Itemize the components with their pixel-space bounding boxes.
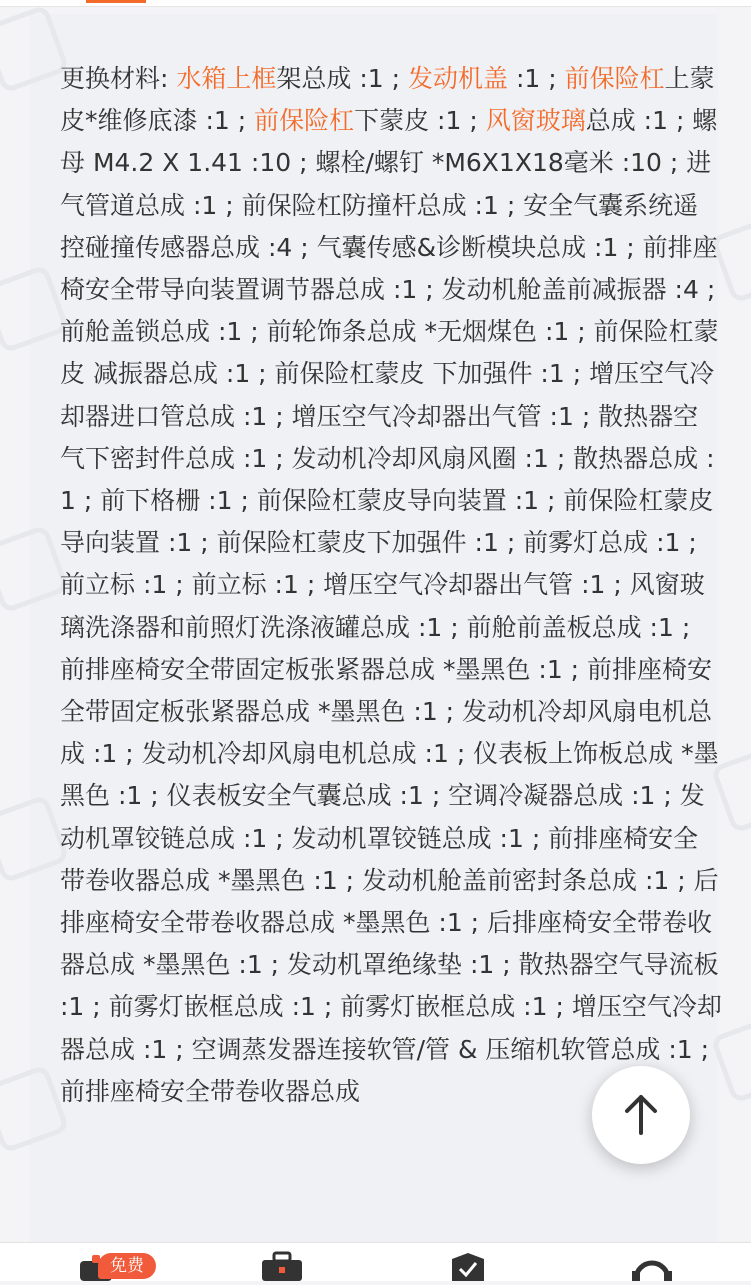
toolbox-icon	[260, 1251, 304, 1281]
active-tab-indicator	[86, 0, 146, 3]
arrow-up-icon	[623, 1093, 659, 1137]
free-badge: 免费	[98, 1253, 156, 1279]
text-segment: 下蒙皮 :1 ;	[354, 106, 486, 136]
text-segment: :1 ;	[508, 64, 565, 93]
highlighted-term[interactable]: 发动机盖	[407, 64, 508, 93]
highlighted-term[interactable]: 前保险杠	[564, 64, 665, 93]
replacement-materials-text	[60, 58, 722, 1113]
scroll-to-top-button[interactable]	[592, 1066, 690, 1164]
highlighted-term[interactable]: 前保险杠	[254, 106, 355, 136]
headset-icon	[630, 1251, 674, 1281]
text-segment: 架总成 :1 ;	[276, 64, 408, 93]
text-segment: 上蒙皮*维修底漆 :1 ;	[60, 64, 715, 136]
highlighted-term[interactable]: 水箱上框	[176, 64, 277, 93]
text-segment: 总成 :1 ; 螺母 M4.2 X 1.41 :10 ; 螺栓/螺钉 *M6X1X18毫米 :10 ; 进气管道总成 :1 ; 前保险杠防撞杆总成 :1 ; 安全气囊系统遥控碰撞传感器总成 :4 ; 气囊传感&诊断模块总成 :1 ; 前排座椅安全带导向装置调节器总成 :1 ; 发动机舱盖前减振器 :4 ; 前舱盖锁总成 :1 ; 前轮饰条总成 *无烟煤色 :1 ; 前保险杠蒙皮 减振器总成 :1 ; 前保险杠蒙皮 下加强件 :1 ; 增压空气冷却器进口管总成 :1 ; 增压空气冷却器出气管 :1 ; 散热器空气下密封件总成 :1 ; 发动机冷却风扇风圈 :1 ; 散热器总成 :1 ; 前下格栅 :1 ; 前保险杠蒙皮导向装置 :1 ; 前保险杠蒙皮导向装置 :1 ; 前保险杠蒙皮下加强件 :1 ; 前雾灯总成 :1 ; 前立标 :1 ; 前立标 :1 ; 增压空气冷却器出气管 :1 ; 风窗玻璃洗涤器和前照灯洗涤液罐总成 :1 ; 前舱前盖板总成 :1 ; 前排座椅安全带固定板张紧器总成 *墨黑色 :1 ; 前排座椅安全带固定板张紧器总成 *墨黑色 :1 ; 发动机冷却风扇电机总成 :1 ; 发动机冷却风扇电机总成 :1 ; 仪表板上饰板总成 *墨黑色 :1 ; 仪表板安全气囊总成 :1 ; 空调冷凝器总成 :1 ; 发动机罩铰链总成 :1 ; 发动机罩铰链总成 :1 ; 前排座椅安全带卷收器总成 *墨黑色 :1 ; 发动机舱盖前密封条总成 :1 ; 后排座椅安全带卷收器总成 *墨黑色 :1 ; 后排座椅安全带卷收器总成 *墨黑色 :1 ; 发动机罩绝缘垫 :1 ; 散热器空气导流板 :1 ; 前雾灯嵌框总成 :1 ; 前雾灯嵌框总成 :1 ; 增压空气冷却器总成 :1 ; 空调蒸发器连接软管/管 & 压缩机软管总成 :1 ; 前排座椅安全带卷收器总成	[60, 106, 722, 1106]
shield-check-icon	[448, 1251, 488, 1281]
text-segment: 更换材料:	[60, 64, 177, 93]
article-card	[30, 14, 722, 1254]
highlighted-term[interactable]: 风窗玻璃	[485, 106, 586, 136]
